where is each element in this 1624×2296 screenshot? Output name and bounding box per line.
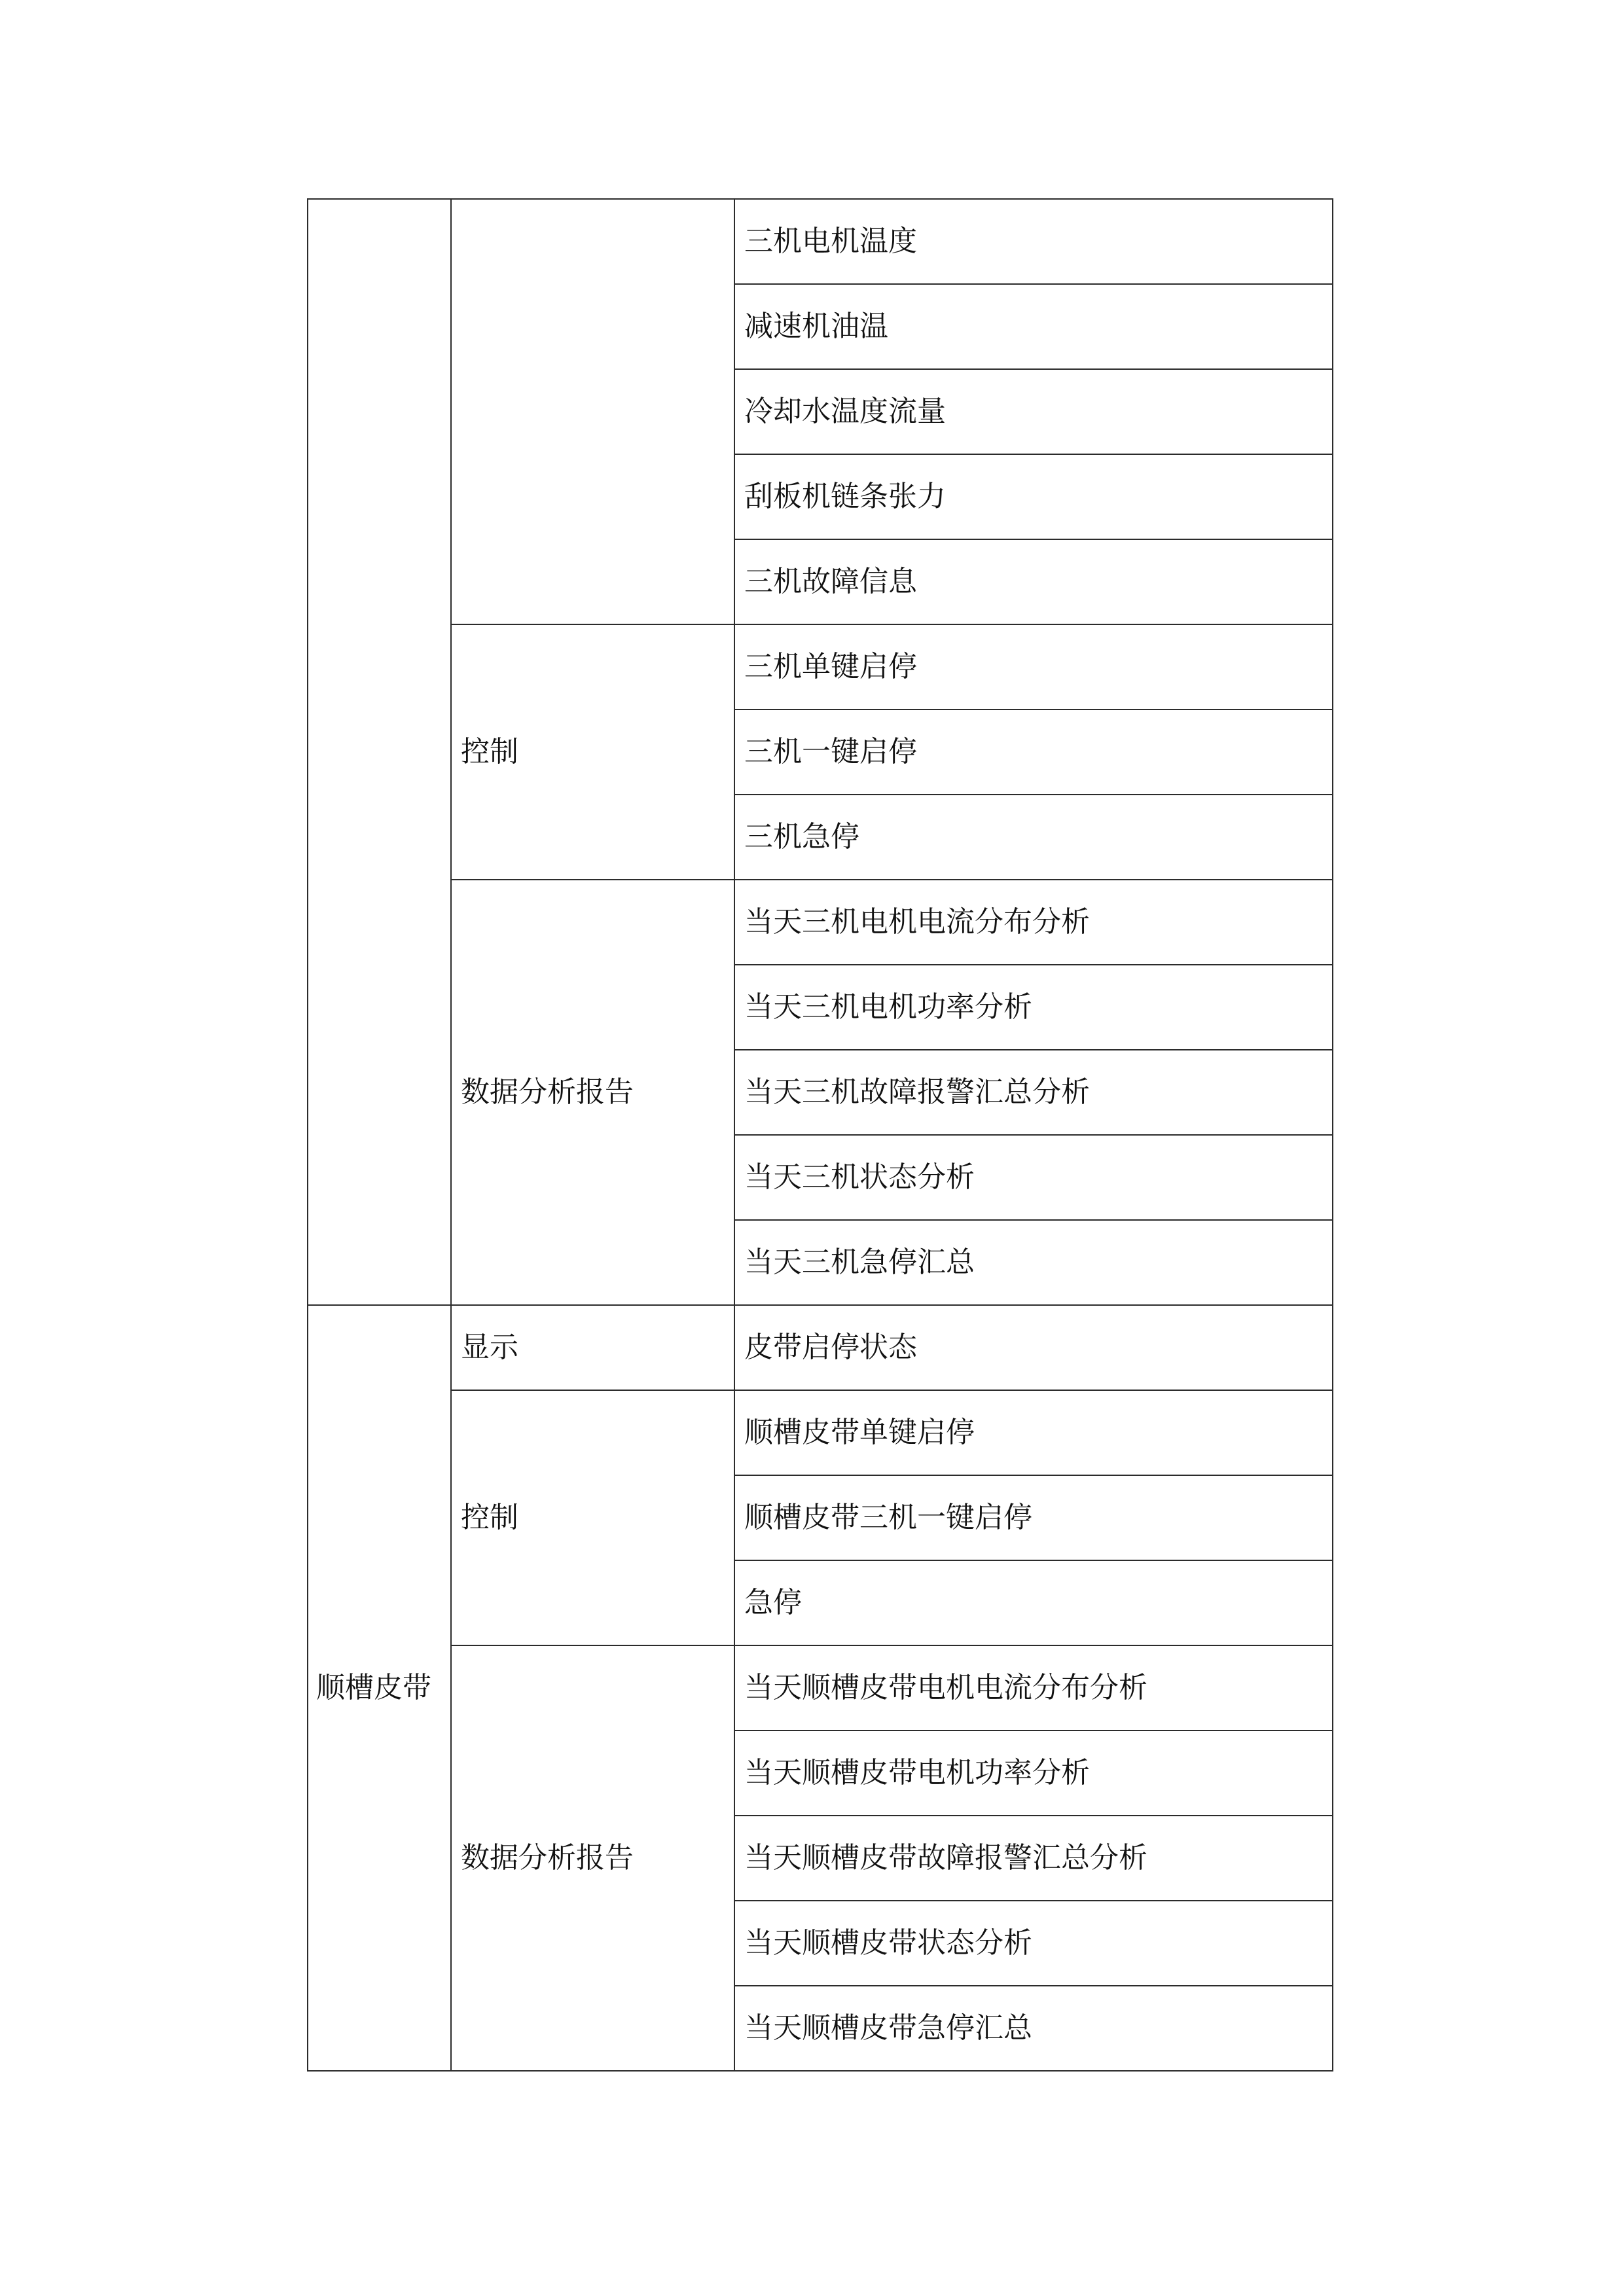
- item-cell: 三机单键启停: [734, 624, 1333, 709]
- item-cell: 减速机油温: [734, 284, 1333, 369]
- table-row: [308, 1305, 1333, 1390]
- item-cell: 当天顺槽皮带电机电流分布分析: [734, 1645, 1333, 1731]
- item-cell: 当天顺槽皮带急停汇总: [734, 1986, 1333, 2071]
- group-cell: 数据分析报告: [451, 1645, 734, 2071]
- item-cell: 冷却水温度流量: [734, 369, 1333, 454]
- item-cell: 三机电机温度: [734, 199, 1333, 284]
- item-cell: 当天顺槽皮带故障报警汇总分析: [734, 1816, 1333, 1901]
- group-cell: 数据分析报告: [451, 880, 734, 1305]
- table-row: [308, 880, 1333, 965]
- table-row: [308, 1645, 1333, 1731]
- item-cell: 当天三机故障报警汇总分析: [734, 1050, 1333, 1135]
- item-cell: 当天顺槽皮带电机功率分析: [734, 1731, 1333, 1816]
- group-cell: 控制: [451, 624, 734, 880]
- item-cell: 顺槽皮带单键启停: [734, 1390, 1333, 1475]
- item-cell: 当天三机电机功率分析: [734, 965, 1333, 1050]
- item-cell: 当天三机状态分析: [734, 1135, 1333, 1220]
- item-cell: 当天三机急停汇总: [734, 1220, 1333, 1305]
- category-cell: [308, 199, 451, 1305]
- item-cell: 刮板机链条张力: [734, 454, 1333, 539]
- table-row: [308, 199, 1333, 284]
- item-cell: 急停: [734, 1560, 1333, 1645]
- item-cell: 三机故障信息: [734, 539, 1333, 624]
- group-cell: 控制: [451, 1390, 734, 1645]
- item-cell: 三机一键启停: [734, 709, 1333, 795]
- item-cell: 当天顺槽皮带状态分析: [734, 1901, 1333, 1986]
- item-cell: 顺槽皮带三机一键启停: [734, 1475, 1333, 1560]
- function-table: [307, 198, 1333, 2072]
- category-cell: 顺槽皮带: [308, 1305, 451, 2071]
- table-row: [308, 1390, 1333, 1475]
- table-row: [308, 624, 1333, 709]
- item-cell: 当天三机电机电流分布分析: [734, 880, 1333, 965]
- group-cell: [451, 199, 734, 624]
- group-cell: 显示: [451, 1305, 734, 1390]
- item-cell: 三机急停: [734, 795, 1333, 880]
- item-cell: 皮带启停状态: [734, 1305, 1333, 1390]
